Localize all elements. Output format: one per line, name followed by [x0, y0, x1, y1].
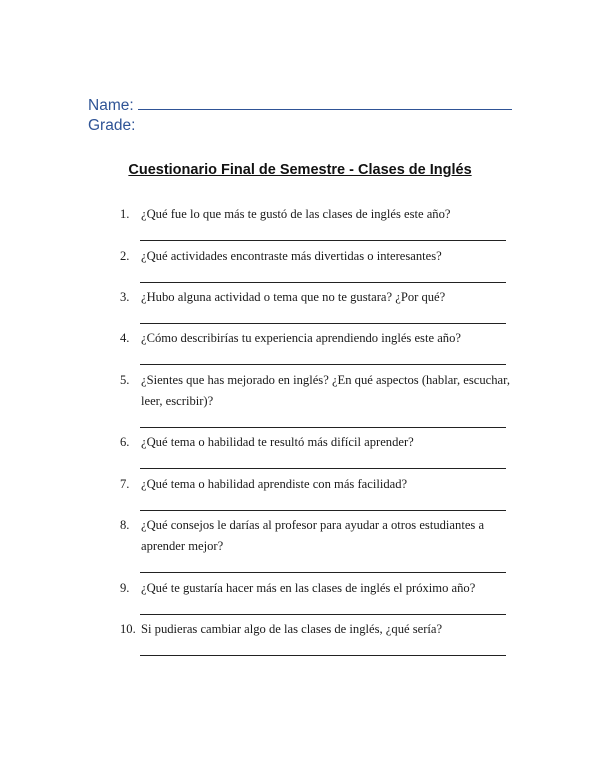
- answer-line-6[interactable]: [140, 468, 506, 469]
- question-number: 4.: [120, 331, 130, 345]
- question-number: 10.: [120, 622, 136, 636]
- question-2: [120, 246, 510, 267]
- page-title: Cuestionario Final de Semestre - Clases de Inglés: [128, 162, 472, 178]
- answer-line-7[interactable]: [140, 510, 506, 511]
- answer-line-1[interactable]: [140, 240, 506, 241]
- question-text: ¿Hubo alguna actividad o tema que no te gustara? ¿Por qué?: [141, 290, 446, 304]
- question-text: ¿Qué fue lo que más te gustó de las clases de inglés este año?: [141, 207, 451, 221]
- question-text: ¿Cómo describirías tu experiencia aprendiendo inglés este año?: [141, 331, 461, 345]
- name-row: [88, 94, 512, 115]
- question-1: [120, 204, 510, 225]
- question-number: 3.: [120, 290, 130, 304]
- name-label: Name:: [88, 97, 134, 114]
- grade-label: Grade:: [88, 117, 136, 134]
- question-text: ¿Qué tema o habilidad aprendiste con más facilidad?: [141, 477, 408, 491]
- question-5: [120, 370, 510, 412]
- question-text: ¿Sientes que has mejorado en inglés? ¿En qué aspectos (hablar, escuchar, leer, escribir)?: [141, 373, 510, 408]
- answer-line-5[interactable]: [140, 427, 506, 428]
- answer-line-2[interactable]: [140, 282, 506, 283]
- question-4: [120, 328, 510, 349]
- answer-line-8[interactable]: [140, 572, 506, 573]
- answer-line-4[interactable]: [140, 364, 506, 365]
- answer-line-9[interactable]: [140, 614, 506, 615]
- question-9: [120, 578, 510, 599]
- grade-row: [88, 117, 135, 135]
- question-text: ¿Qué tema o habilidad te resultó más difícil aprender?: [141, 435, 414, 449]
- name-field[interactable]: [138, 94, 512, 110]
- question-7: [120, 474, 510, 495]
- answer-line-3[interactable]: [140, 323, 506, 324]
- question-text: ¿Qué consejos le darías al profesor para ayudar a otros estudiantes a aprender mejor?: [141, 518, 485, 553]
- question-number: 1.: [120, 207, 130, 221]
- question-text: ¿Qué te gustaría hacer más en las clases de inglés el próximo año?: [141, 581, 476, 595]
- question-number: 6.: [120, 435, 130, 449]
- question-number: 2.: [120, 249, 130, 263]
- question-6: [120, 432, 510, 453]
- question-text: Si pudieras cambiar algo de las clases de inglés, ¿qué sería?: [141, 622, 443, 636]
- question-number: 8.: [120, 518, 130, 532]
- question-text: ¿Qué actividades encontraste más divertidas o interesantes?: [141, 249, 442, 263]
- question-number: 7.: [120, 477, 130, 491]
- question-10: [120, 619, 510, 640]
- question-3: [120, 287, 510, 308]
- question-number: 5.: [120, 373, 130, 387]
- question-number: 9.: [120, 581, 130, 595]
- answer-line-10[interactable]: [140, 655, 506, 656]
- question-8: [120, 515, 510, 557]
